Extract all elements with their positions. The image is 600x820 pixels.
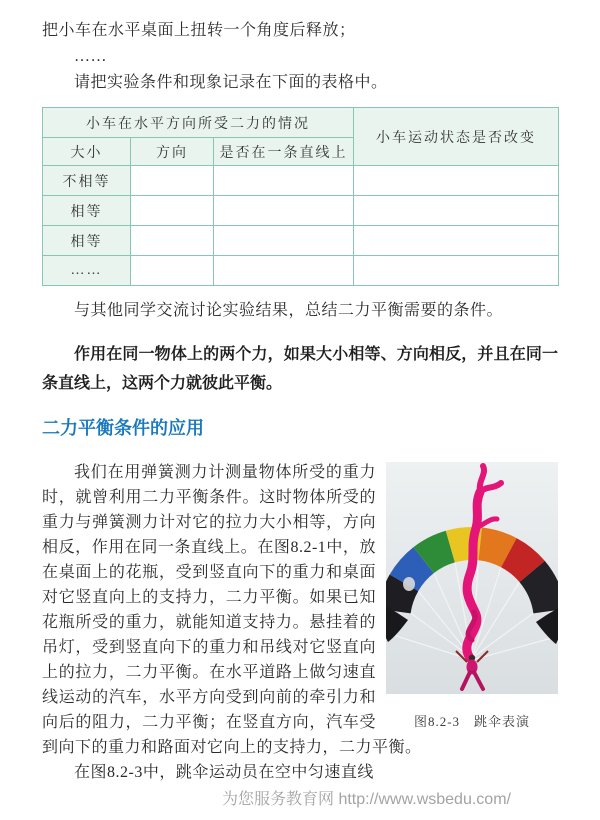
application-paragraph-1: 我们在用弹簧测力计测量物体所受的重力时，就曾利用二力平衡条件。这时物体所受的重力与弹簧测力计对它的拉力大小相等，方向相反，作用在同一条直线上。在图8.2-1中，放在桌面上的花瓶，受到竖直向下的重力和桌面对它竖直向上的支持力，二力平衡。如果已知花瓶所受的重力，就能知道支持力。悬挂着的吊灯，受到竖直向下的重力和吊线对它竖直向上的拉力，二力平衡。在水平道路上做匀速直线运动的汽车，水平方向受到向前的牵引力和向后的阻力，二力平衡；在竖直方向，汽车受到向下的重力和路面对它向上的支持力，二力平衡。	[42, 464, 422, 756]
cell-size: ……	[43, 256, 131, 286]
cell-state-changed	[354, 256, 559, 286]
application-paragraph-2: 在图8.2-3中，跳伞运动员在空中匀速直线	[74, 764, 374, 781]
cell-size: 不相等	[43, 166, 131, 196]
intro-line-3: 请把实验条件和现象记录在下面的表格中。	[74, 74, 388, 91]
table-row	[43, 166, 559, 196]
cell-state-changed	[354, 196, 559, 226]
cell-direction	[131, 226, 214, 256]
figure-parachute	[386, 462, 558, 730]
conclusion-paragraph: 作用在同一物体上的两个力，如果大小相等、方向相反，并且在同一条直线上，这两个力就彼此平衡。	[42, 346, 558, 392]
table-col-same-line: 是否在一条直线上	[214, 138, 354, 166]
cell-same-line	[214, 226, 354, 256]
figure-caption: 图8.2-3 跳伞表演	[413, 714, 531, 729]
cell-same-line	[214, 166, 354, 196]
table-result-header: 小车运动状态是否改变	[354, 108, 559, 166]
table-col-size: 大小	[43, 138, 131, 166]
table-col-direction: 方向	[131, 138, 214, 166]
application-section	[42, 460, 558, 785]
cell-direction	[131, 256, 214, 286]
intro-line-1: 把小车在水平桌面上扭转一个角度后释放；	[42, 22, 356, 39]
table-row	[43, 226, 559, 256]
table-row	[43, 196, 559, 226]
cell-size: 相等	[43, 196, 131, 226]
cell-state-changed	[354, 226, 559, 256]
cell-same-line	[214, 256, 354, 286]
canopy-logo-patch	[403, 577, 415, 591]
experiment-record-table	[42, 107, 559, 286]
section-heading: 二力平衡条件的应用	[42, 418, 204, 438]
cell-same-line	[214, 196, 354, 226]
cell-direction	[131, 166, 214, 196]
site-footer-link[interactable]: 为您服务教育网 http://www.wsbedu.com/	[222, 791, 511, 808]
cell-state-changed	[354, 166, 559, 196]
cell-size: 相等	[43, 226, 131, 256]
discussion-line: 与其他同学交流讨论实验结果，总结二力平衡需要的条件。	[74, 302, 504, 319]
intro-ellipsis: ……	[74, 48, 107, 65]
table-row	[43, 256, 559, 286]
table-group-header: 小车在水平方向所受二力的情况	[43, 108, 354, 138]
parachute-photo-illustration	[386, 462, 558, 694]
cell-direction	[131, 196, 214, 226]
